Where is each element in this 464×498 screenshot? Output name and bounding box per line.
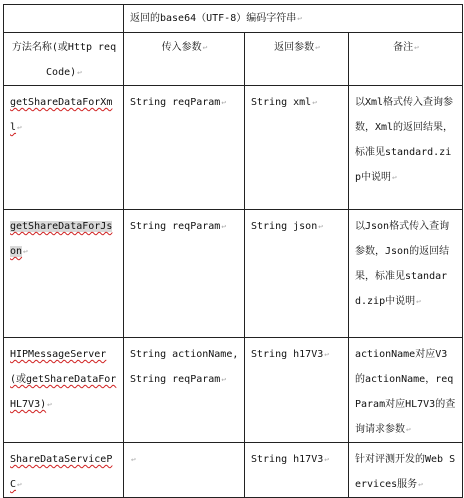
table-row	[4, 443, 463, 498]
paragraph-mark-icon: ↩	[297, 14, 303, 23]
table-title: 返回的base64（UTF-8）编码字符串	[130, 13, 297, 24]
note-text: 针对评测开发的Web Services服务	[355, 454, 456, 490]
note-cell	[349, 86, 463, 210]
paragraph-mark-icon: ↩	[221, 98, 227, 107]
paragraph-mark-icon: ↩	[406, 425, 411, 434]
header-note-cell	[349, 33, 463, 86]
params-cell	[124, 443, 245, 498]
method-name: HIPMessageServer(或getShareDataForHL7V3)	[10, 349, 117, 410]
method-name: ShareDataServicePC	[10, 454, 113, 490]
params-cell	[124, 210, 245, 338]
note-cell	[349, 338, 463, 443]
params-cell	[124, 338, 245, 443]
paragraph-mark-icon: ↩	[315, 43, 320, 52]
paragraph-mark-icon: ↩	[221, 222, 227, 231]
returns-cell	[245, 210, 349, 338]
method-cell	[4, 210, 124, 338]
params-text: String reqParam	[130, 97, 221, 108]
paragraph-mark-icon: ↩	[414, 43, 419, 52]
note-text: actionName对应V3的actionName，reqParam对应HL7V3的查询请求参数	[355, 349, 456, 435]
title-spacer-cell	[4, 5, 124, 33]
paragraph-mark-icon: ↩	[77, 68, 82, 77]
api-table	[3, 4, 463, 498]
header-note: 备注	[393, 42, 414, 53]
title-row	[4, 5, 463, 33]
returns-text: String h17V3	[251, 454, 324, 465]
header-returns: 返回参数	[274, 42, 315, 53]
header-method: 方法名称(或Http reqCode)	[11, 42, 117, 78]
paragraph-mark-icon: ↩	[17, 123, 22, 132]
paragraph-mark-icon: ↩	[131, 455, 136, 464]
header-params: 传入参数	[161, 42, 202, 53]
title-cell	[124, 5, 463, 33]
note-cell	[349, 210, 463, 338]
returns-text: String xml	[251, 97, 312, 108]
header-params-cell	[124, 33, 245, 86]
params-cell	[124, 86, 245, 210]
params-text: String actionName, String reqParam	[130, 349, 239, 385]
returns-text: String h17V3	[251, 349, 324, 360]
header-method-cell	[4, 33, 124, 86]
method-name: getShareDataForXml	[10, 97, 113, 133]
paragraph-mark-icon: ↩	[416, 297, 421, 306]
paragraph-mark-icon: ↩	[47, 400, 52, 409]
paragraph-mark-icon: ↩	[392, 173, 397, 182]
table-row	[4, 338, 463, 443]
paragraph-mark-icon: ↩	[17, 480, 22, 489]
method-name: getShareDataForJson	[10, 221, 113, 257]
returns-text: String json	[251, 221, 318, 232]
paragraph-mark-icon: ↩	[318, 222, 324, 231]
paragraph-mark-icon: ↩	[418, 480, 423, 489]
paragraph-mark-icon: ↩	[312, 98, 318, 107]
paragraph-mark-icon: ↩	[324, 455, 330, 464]
table-row	[4, 86, 463, 210]
paragraph-mark-icon: ↩	[23, 247, 28, 256]
paragraph-mark-icon: ↩	[324, 350, 330, 359]
method-cell	[4, 86, 124, 210]
paragraph-mark-icon: ↩	[202, 43, 208, 52]
returns-cell	[245, 86, 349, 210]
note-text: 以Json格式传入查询参数，Json的返回结果，标准见standard.zip中说明	[355, 221, 450, 307]
returns-cell	[245, 338, 349, 443]
returns-cell	[245, 443, 349, 498]
note-text: 以Xml格式传入查询参数，Xml的返回结果，标准见standard.zip中说明	[355, 97, 454, 183]
params-text: String reqParam	[130, 221, 221, 232]
header-returns-cell	[245, 33, 349, 86]
paragraph-mark-icon: ↩	[221, 375, 227, 384]
table-row	[4, 210, 463, 338]
header-row	[4, 33, 463, 86]
method-cell	[4, 338, 124, 443]
method-cell	[4, 443, 124, 498]
note-cell	[349, 443, 463, 498]
